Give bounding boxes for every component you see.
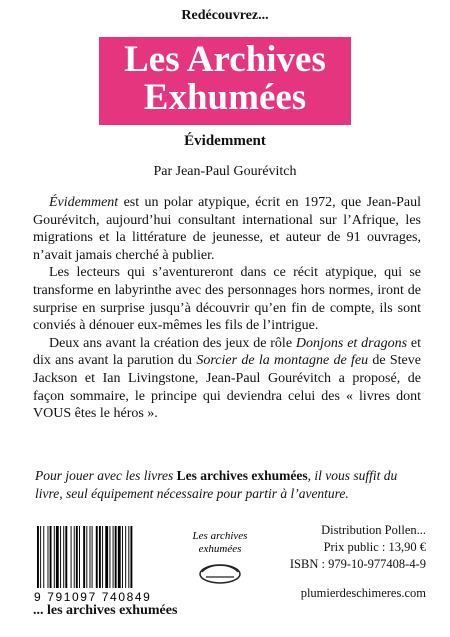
note-before: Pour jouer avec les livres [35,468,177,483]
barcode-bar [43,526,44,588]
note-series-name: Les archives exhumées [176,468,308,483]
barcode-bar [76,526,78,588]
barcode-bar [86,526,87,588]
paragraph-3-part-2: et dix ans avant la parution du [33,335,421,369]
barcode-bar [118,526,121,588]
barcode-bar [50,526,52,588]
logo-line-1: Les archives [192,530,248,542]
paragraph-1 [33,194,421,264]
paragraph-2: Les lecteurs qui s’aventureront dans ce récit atypique, qui se transforme en labyrinthe avec des personnages hors normes, iront de surprise en surprise jusqu’à découvrir qu’en fin de compte, ils sont conviés à dénouer eux-mêmes les fils de l’intrigue. [33,265,421,334]
title-line-2: Exhumées [143,77,307,118]
barcode-bar [65,526,67,588]
price-text: Prix public : 13,90 € [323,540,426,554]
barcode-bar [115,526,117,588]
barcode-bar [83,526,85,588]
book-title-italic: Évidemment [49,195,119,210]
kicker-text: Redécouvrez... [181,8,269,23]
barcode-bar [102,526,103,588]
back-cover-text [33,194,421,423]
barcode-bar [63,526,64,588]
barcode-bar [54,526,55,588]
publisher-logo [182,522,258,590]
distribution-text: Distribution Pollen... [321,523,426,537]
isbn-value: 979-10-977408-4-9 [328,557,426,571]
paragraph-3 [33,335,421,423]
logo-line-2: exhumées [198,543,242,555]
barcode-bar [122,526,123,588]
barcode-bar [90,526,91,588]
barcode-digits: 9 791097 740849 [34,590,152,604]
paragraph-3-part-1: Deux ans avant la création des jeux de rôle [49,335,296,351]
barcode-bar [79,526,80,588]
isbn-label: ISBN : [289,557,325,571]
paragraph-1-text: est un polar atypique, écrit en 1972, que Jean-Paul Gourévitch, aujourd’hui consultant international sur l’Afrique, les migrations et la littérature de jeunesse, et auteur de 91 ouvrages, n’avait jamais cherché à publier. [33,195,421,263]
barcode-bar [130,526,132,588]
note-after: , il vous suffit du livre, seul équipement nécessaire pour partir à l’aventure. [35,468,398,501]
barcode-bar [40,526,41,588]
isbn-line [286,556,426,573]
play-note [35,467,421,503]
barcode-bar [60,526,61,588]
publishing-info [286,522,426,602]
logo-graphic [182,522,258,590]
barcode-bar [48,526,49,588]
barcode-bar [125,526,126,588]
title-banner [99,37,351,125]
barcode-bar [99,526,101,588]
barcode-bar [37,526,39,588]
barcode-bar [128,526,129,588]
barcode-bar [56,526,59,588]
barcode-bar [74,526,75,588]
paragraph-3-part-3: de Steve Jackson et Ian Livingstone, Jean-Paul Gourévitch a proposé, de façon sommaire, le principe qui deviendra celui des « livres dont VOUS êtes le héros ». [33,353,421,422]
barcode-bar [92,526,93,588]
book-subtitle: Évidemment [184,133,266,149]
barcode-bar [71,526,72,588]
game-title-italic: Donjons et dragons [295,335,408,351]
book-reference-italic: Sorcier de la montagne de feu [196,353,369,369]
barcode-bar [113,526,114,588]
barcode [33,522,157,604]
author-line: Par Jean-Paul Gourévitch [153,164,297,179]
barcode-bar [109,526,110,588]
title-line-1: Les Archives [124,39,326,80]
barcode-bar [96,526,98,588]
barcode-graphic [33,522,157,604]
website-link[interactable]: plumierdeschimeres.com [300,586,426,600]
barcode-bar [105,526,108,588]
logo-scroll-icon [200,565,240,583]
series-footer: ... les archives exhumées [33,603,178,618]
